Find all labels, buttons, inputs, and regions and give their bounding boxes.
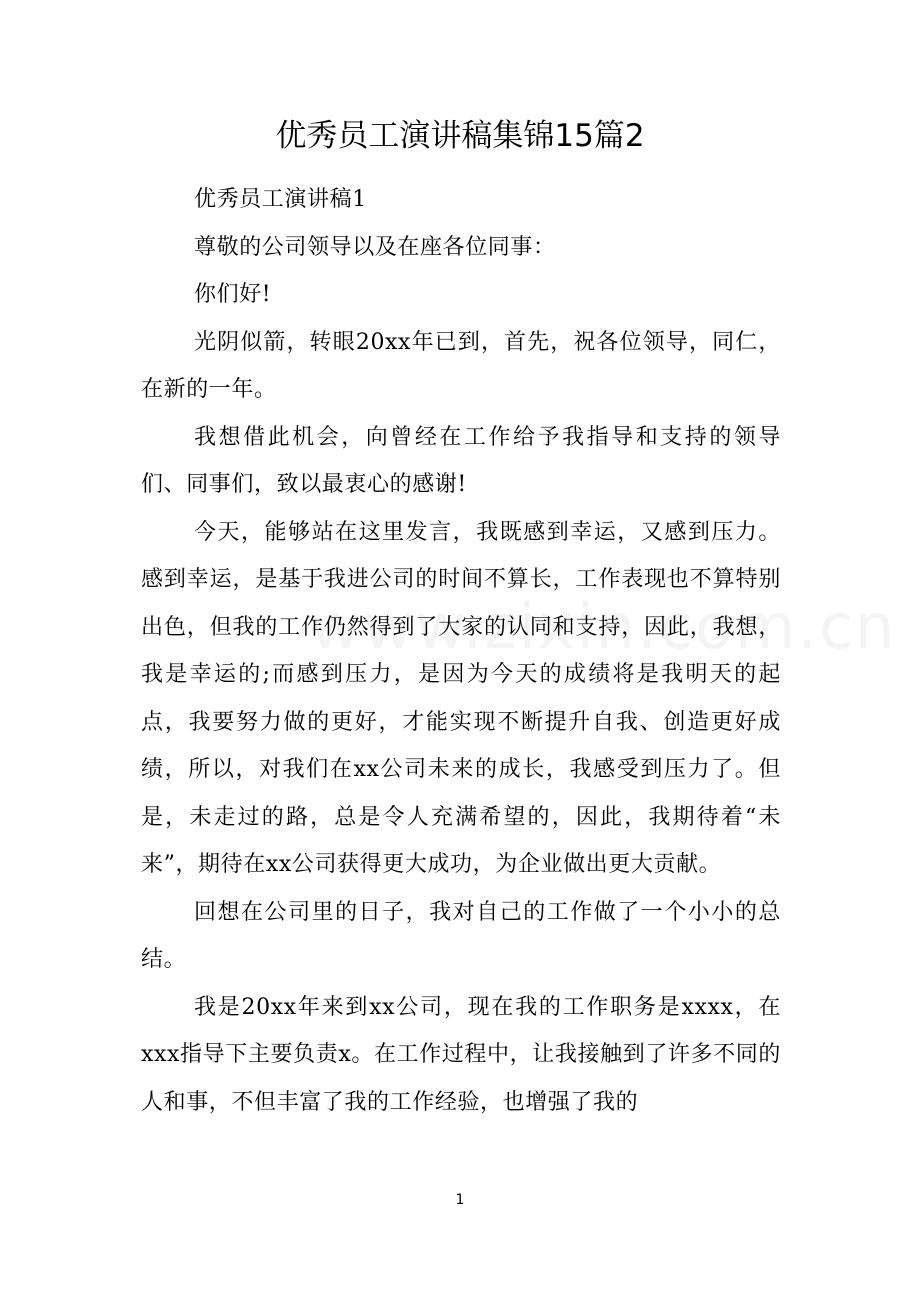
paragraph: 回想在公司里的日子，我对自己的工作做了一个小小的总结。 [141, 899, 781, 972]
paragraph: 我想借此机会，向曾经在工作给予我指导和支持的领导们、同事们，致以最衷心的感谢! [141, 424, 781, 497]
paragraph: 我是20xx年来到xx公司，现在我的工作职务是xxxx，在xxx指导下主要负责x。在工作过程中，让我接触到了许多不同的人和事，不但丰富了我的工作经验，也增强了我的 [141, 994, 781, 1115]
paragraph-heading: 优秀员工演讲稿1 [194, 187, 367, 212]
paragraph: 今天，能够站在这里发言，我既感到幸运，又感到压力。感到幸运，是基于我进公司的时间不算长，工作表现也不算特别出色，但我的工作仍然得到了大家的认同和支持，因此，我想，我是幸运的;而感到压力，是因为今天的成绩将是我明天的起点，我要努力做的更好，才能实现不断提升自我、创造更好成绩，所以，对我们在xx公司未来的成长，我感受到压力了。但是，未走过的路，总是令人充满希望的，因此，我期待着“未来”，期待在xx公司获得更大成功，为企业做出更大贡献。 [141, 519, 781, 877]
paragraph-greeting: 你们好! [194, 282, 272, 307]
document-title: 优秀员工演讲稿集锦15篇2 [275, 118, 645, 154]
document-body [141, 176, 781, 1126]
paragraph: 光阴似箭，转眼20xx年已到，首先，祝各位领导，同仁，在新的一年。 [141, 329, 781, 402]
page-number: 1 [455, 1192, 465, 1208]
paragraph-salutation: 尊敬的公司领导以及在座各位同事： [194, 234, 556, 260]
